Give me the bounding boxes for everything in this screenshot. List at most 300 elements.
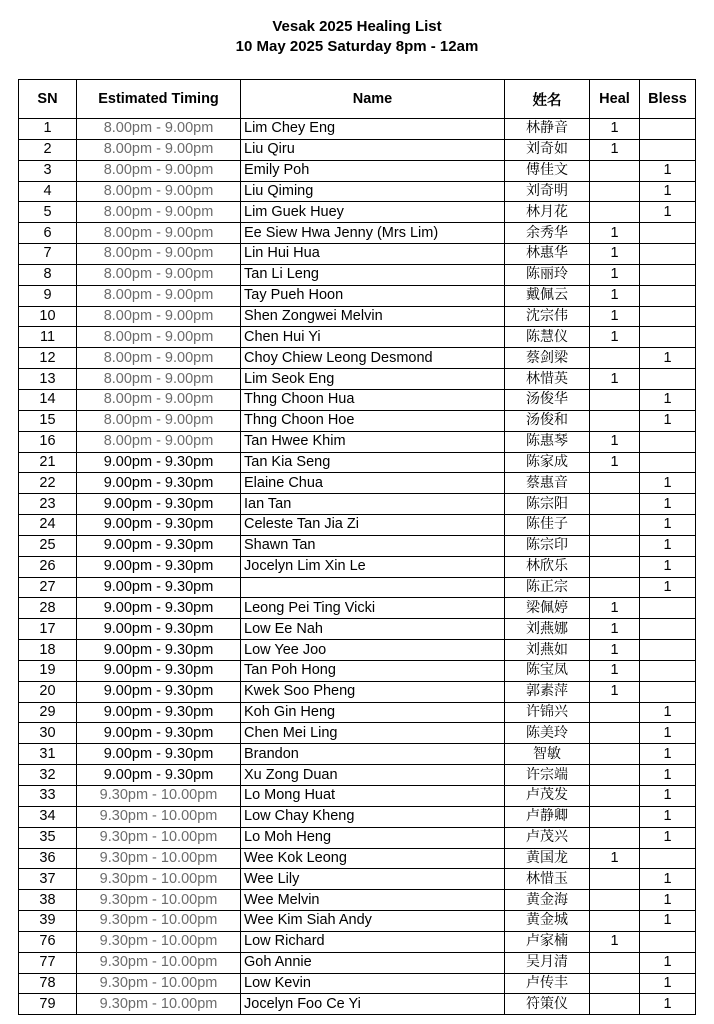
- healing-list-table: [18, 79, 696, 1015]
- cell-chinese-name: 沈宗伟: [505, 306, 590, 327]
- cell-name: Emily Poh: [241, 160, 505, 181]
- cell-timing: 8.00pm - 9.00pm: [77, 181, 241, 202]
- cell-chinese-name: 卢茂发: [505, 786, 590, 807]
- cell-name: Liu Qiru: [241, 139, 505, 160]
- cell-chinese-name: 陈宗印: [505, 535, 590, 556]
- cell-timing: 8.00pm - 9.00pm: [77, 348, 241, 369]
- cell-bless: 1: [640, 494, 696, 515]
- cell-name: Celeste Tan Jia Zi: [241, 515, 505, 536]
- cell-heal: 1: [590, 452, 640, 473]
- cell-bless: [640, 452, 696, 473]
- cell-bless: 1: [640, 202, 696, 223]
- cell-heal: [590, 181, 640, 202]
- table-row: [19, 223, 696, 244]
- cell-sn: 30: [19, 723, 77, 744]
- cell-name: Lo Moh Heng: [241, 827, 505, 848]
- cell-heal: [590, 702, 640, 723]
- cell-chinese-name: 蔡惠音: [505, 473, 590, 494]
- table-row: [19, 640, 696, 661]
- cell-timing: 9.00pm - 9.30pm: [77, 556, 241, 577]
- cell-name: Chen Mei Ling: [241, 723, 505, 744]
- cell-bless: 1: [640, 473, 696, 494]
- table-row: [19, 598, 696, 619]
- cell-chinese-name: 郭素萍: [505, 681, 590, 702]
- cell-name: Kwek Soo Pheng: [241, 681, 505, 702]
- cell-chinese-name: 林静音: [505, 119, 590, 140]
- table-row: [19, 744, 696, 765]
- cell-sn: 7: [19, 244, 77, 265]
- cell-name: Low Yee Joo: [241, 640, 505, 661]
- cell-name: Lim Guek Huey: [241, 202, 505, 223]
- cell-timing: 8.00pm - 9.00pm: [77, 119, 241, 140]
- column-header-heal: Heal: [590, 80, 640, 119]
- column-header-chinese-name: 姓名: [505, 80, 590, 119]
- cell-timing: 9.30pm - 10.00pm: [77, 869, 241, 890]
- cell-chinese-name: 余秀华: [505, 223, 590, 244]
- cell-name: Thng Choon Hoe: [241, 410, 505, 431]
- table-row: [19, 765, 696, 786]
- cell-sn: 14: [19, 389, 77, 410]
- cell-chinese-name: 陈正宗: [505, 577, 590, 598]
- cell-name: Lim Seok Eng: [241, 369, 505, 390]
- cell-sn: 26: [19, 556, 77, 577]
- cell-timing: 8.00pm - 9.00pm: [77, 431, 241, 452]
- cell-bless: [640, 619, 696, 640]
- cell-bless: 1: [640, 890, 696, 911]
- cell-chinese-name: 刘燕娜: [505, 619, 590, 640]
- cell-bless: 1: [640, 911, 696, 932]
- cell-name: Brandon: [241, 744, 505, 765]
- cell-bless: 1: [640, 723, 696, 744]
- cell-heal: [590, 911, 640, 932]
- cell-chinese-name: 许宗端: [505, 765, 590, 786]
- cell-name: Tan Poh Hong: [241, 660, 505, 681]
- cell-chinese-name: 卢传丰: [505, 973, 590, 994]
- cell-chinese-name: 陈宗阳: [505, 494, 590, 515]
- cell-bless: [640, 848, 696, 869]
- cell-heal: [590, 786, 640, 807]
- cell-heal: [590, 994, 640, 1015]
- cell-heal: 1: [590, 598, 640, 619]
- table-row: [19, 681, 696, 702]
- cell-sn: 2: [19, 139, 77, 160]
- cell-bless: 1: [640, 994, 696, 1015]
- cell-sn: 37: [19, 869, 77, 890]
- cell-name: Thng Choon Hua: [241, 389, 505, 410]
- table-row: [19, 181, 696, 202]
- cell-name: Wee Melvin: [241, 890, 505, 911]
- cell-chinese-name: 陈惠琴: [505, 431, 590, 452]
- cell-bless: 1: [640, 702, 696, 723]
- table-header-row: [19, 80, 696, 119]
- cell-sn: 19: [19, 660, 77, 681]
- cell-name: Choy Chiew Leong Desmond: [241, 348, 505, 369]
- cell-heal: 1: [590, 431, 640, 452]
- cell-heal: [590, 494, 640, 515]
- table-row: [19, 786, 696, 807]
- cell-bless: 1: [640, 744, 696, 765]
- table-row: [19, 890, 696, 911]
- page-subtitle: 10 May 2025 Saturday 8pm - 12am: [235, 38, 479, 55]
- cell-name: Liu Qiming: [241, 181, 505, 202]
- column-header-timing: Estimated Timing: [77, 80, 241, 119]
- cell-name: Lin Hui Hua: [241, 244, 505, 265]
- cell-chinese-name: 林惜英: [505, 369, 590, 390]
- cell-name: Wee Lily: [241, 869, 505, 890]
- cell-sn: 21: [19, 452, 77, 473]
- table-row: [19, 327, 696, 348]
- table-row: [19, 410, 696, 431]
- cell-heal: 1: [590, 660, 640, 681]
- cell-name: Tan Hwee Khim: [241, 431, 505, 452]
- cell-sn: 5: [19, 202, 77, 223]
- cell-bless: [640, 431, 696, 452]
- cell-heal: 1: [590, 119, 640, 140]
- cell-timing: 9.30pm - 10.00pm: [77, 911, 241, 932]
- cell-sn: 15: [19, 410, 77, 431]
- table-row: [19, 806, 696, 827]
- cell-heal: 1: [590, 244, 640, 265]
- cell-chinese-name: 汤俊华: [505, 389, 590, 410]
- table-row: [19, 994, 696, 1015]
- cell-heal: 1: [590, 139, 640, 160]
- cell-timing: 9.00pm - 9.30pm: [77, 452, 241, 473]
- table-row: [19, 931, 696, 952]
- table-row: [19, 119, 696, 140]
- cell-timing: 9.30pm - 10.00pm: [77, 806, 241, 827]
- cell-heal: [590, 389, 640, 410]
- cell-sn: 6: [19, 223, 77, 244]
- cell-timing: 9.00pm - 9.30pm: [77, 744, 241, 765]
- cell-sn: 32: [19, 765, 77, 786]
- table-row: [19, 348, 696, 369]
- cell-timing: 9.00pm - 9.30pm: [77, 577, 241, 598]
- cell-chinese-name: 卢静卿: [505, 806, 590, 827]
- cell-timing: 8.00pm - 9.00pm: [77, 264, 241, 285]
- table-row: [19, 473, 696, 494]
- cell-heal: 1: [590, 327, 640, 348]
- cell-name: Low Ee Nah: [241, 619, 505, 640]
- cell-chinese-name: 黄金城: [505, 911, 590, 932]
- cell-name: Jocelyn Foo Ce Yi: [241, 994, 505, 1015]
- cell-sn: 20: [19, 681, 77, 702]
- cell-timing: 9.30pm - 10.00pm: [77, 994, 241, 1015]
- cell-bless: [640, 285, 696, 306]
- cell-chinese-name: 刘奇明: [505, 181, 590, 202]
- cell-name: [241, 577, 505, 598]
- cell-timing: 9.00pm - 9.30pm: [77, 723, 241, 744]
- cell-bless: 1: [640, 410, 696, 431]
- cell-bless: [640, 119, 696, 140]
- cell-sn: 35: [19, 827, 77, 848]
- table-row: [19, 911, 696, 932]
- table-row: [19, 202, 696, 223]
- cell-chinese-name: 傅佳文: [505, 160, 590, 181]
- cell-heal: [590, 973, 640, 994]
- cell-name: Elaine Chua: [241, 473, 505, 494]
- cell-chinese-name: 林惠华: [505, 244, 590, 265]
- cell-heal: [590, 556, 640, 577]
- cell-sn: 3: [19, 160, 77, 181]
- table-row: [19, 869, 696, 890]
- table-row: [19, 264, 696, 285]
- cell-heal: [590, 806, 640, 827]
- table-row: [19, 827, 696, 848]
- cell-heal: 1: [590, 681, 640, 702]
- cell-timing: 8.00pm - 9.00pm: [77, 223, 241, 244]
- table-row: [19, 494, 696, 515]
- table-row: [19, 285, 696, 306]
- cell-bless: 1: [640, 786, 696, 807]
- cell-bless: [640, 306, 696, 327]
- cell-bless: 1: [640, 869, 696, 890]
- cell-name: Ian Tan: [241, 494, 505, 515]
- table-row: [19, 369, 696, 390]
- cell-timing: 9.30pm - 10.00pm: [77, 931, 241, 952]
- cell-timing: 9.00pm - 9.30pm: [77, 535, 241, 556]
- cell-heal: 1: [590, 848, 640, 869]
- cell-bless: [640, 660, 696, 681]
- cell-name: Ee Siew Hwa Jenny (Mrs Lim): [241, 223, 505, 244]
- page-title: Vesak 2025 Healing List: [272, 18, 442, 35]
- cell-sn: 18: [19, 640, 77, 661]
- cell-bless: 1: [640, 973, 696, 994]
- table-row: [19, 952, 696, 973]
- cell-timing: 8.00pm - 9.00pm: [77, 285, 241, 306]
- cell-chinese-name: 许锦兴: [505, 702, 590, 723]
- cell-heal: [590, 410, 640, 431]
- cell-timing: 8.00pm - 9.00pm: [77, 327, 241, 348]
- cell-heal: [590, 869, 640, 890]
- cell-chinese-name: 吴月清: [505, 952, 590, 973]
- cell-chinese-name: 林月花: [505, 202, 590, 223]
- table-row: [19, 660, 696, 681]
- cell-sn: 27: [19, 577, 77, 598]
- cell-heal: [590, 535, 640, 556]
- cell-heal: 1: [590, 369, 640, 390]
- cell-name: Tay Pueh Hoon: [241, 285, 505, 306]
- cell-timing: 9.30pm - 10.00pm: [77, 973, 241, 994]
- cell-chinese-name: 陈美玲: [505, 723, 590, 744]
- cell-sn: 16: [19, 431, 77, 452]
- cell-heal: [590, 577, 640, 598]
- cell-heal: 1: [590, 619, 640, 640]
- cell-name: Shen Zongwei Melvin: [241, 306, 505, 327]
- cell-sn: 24: [19, 515, 77, 536]
- cell-chinese-name: 刘奇如: [505, 139, 590, 160]
- cell-bless: 1: [640, 389, 696, 410]
- cell-sn: 8: [19, 264, 77, 285]
- cell-chinese-name: 梁佩婷: [505, 598, 590, 619]
- cell-name: Wee Kok Leong: [241, 848, 505, 869]
- cell-bless: [640, 264, 696, 285]
- cell-heal: [590, 744, 640, 765]
- cell-name: Jocelyn Lim Xin Le: [241, 556, 505, 577]
- table-row: [19, 848, 696, 869]
- cell-chinese-name: 戴佩云: [505, 285, 590, 306]
- cell-name: Goh Annie: [241, 952, 505, 973]
- cell-chinese-name: 黄金海: [505, 890, 590, 911]
- table-row: [19, 702, 696, 723]
- cell-name: Wee Kim Siah Andy: [241, 911, 505, 932]
- cell-bless: 1: [640, 160, 696, 181]
- cell-chinese-name: 蔡剑梁: [505, 348, 590, 369]
- cell-name: Leong Pei Ting Vicki: [241, 598, 505, 619]
- cell-timing: 9.30pm - 10.00pm: [77, 952, 241, 973]
- cell-sn: 9: [19, 285, 77, 306]
- cell-bless: [640, 931, 696, 952]
- cell-chinese-name: 卢茂兴: [505, 827, 590, 848]
- cell-heal: [590, 515, 640, 536]
- cell-timing: 8.00pm - 9.00pm: [77, 306, 241, 327]
- cell-heal: [590, 723, 640, 744]
- table-row: [19, 389, 696, 410]
- cell-bless: [640, 640, 696, 661]
- table-row: [19, 723, 696, 744]
- table-row: [19, 431, 696, 452]
- cell-sn: 17: [19, 619, 77, 640]
- cell-heal: 1: [590, 264, 640, 285]
- cell-timing: 9.00pm - 9.30pm: [77, 681, 241, 702]
- cell-bless: 1: [640, 181, 696, 202]
- cell-bless: 1: [640, 535, 696, 556]
- cell-timing: 9.30pm - 10.00pm: [77, 786, 241, 807]
- cell-heal: 1: [590, 931, 640, 952]
- cell-sn: 28: [19, 598, 77, 619]
- cell-heal: [590, 890, 640, 911]
- cell-name: Low Chay Kheng: [241, 806, 505, 827]
- cell-heal: 1: [590, 285, 640, 306]
- cell-bless: [640, 369, 696, 390]
- cell-timing: 9.30pm - 10.00pm: [77, 827, 241, 848]
- cell-timing: 8.00pm - 9.00pm: [77, 139, 241, 160]
- cell-sn: 78: [19, 973, 77, 994]
- table-row: [19, 139, 696, 160]
- cell-chinese-name: 汤俊和: [505, 410, 590, 431]
- cell-timing: 9.00pm - 9.30pm: [77, 765, 241, 786]
- cell-sn: 25: [19, 535, 77, 556]
- cell-chinese-name: 卢家楠: [505, 931, 590, 952]
- cell-chinese-name: 陈慧仪: [505, 327, 590, 348]
- cell-bless: 1: [640, 515, 696, 536]
- cell-name: Lim Chey Eng: [241, 119, 505, 140]
- table-row: [19, 452, 696, 473]
- cell-name: Lo Mong Huat: [241, 786, 505, 807]
- cell-timing: 8.00pm - 9.00pm: [77, 160, 241, 181]
- cell-bless: [640, 681, 696, 702]
- cell-name: Low Richard: [241, 931, 505, 952]
- cell-bless: [640, 139, 696, 160]
- cell-timing: 9.00pm - 9.30pm: [77, 494, 241, 515]
- cell-timing: 8.00pm - 9.00pm: [77, 202, 241, 223]
- cell-bless: [640, 223, 696, 244]
- column-header-sn: SN: [19, 80, 77, 119]
- cell-heal: [590, 348, 640, 369]
- cell-heal: 1: [590, 640, 640, 661]
- cell-chinese-name: 陈佳子: [505, 515, 590, 536]
- cell-sn: 10: [19, 306, 77, 327]
- cell-heal: [590, 160, 640, 181]
- cell-chinese-name: 黄国龙: [505, 848, 590, 869]
- cell-sn: 23: [19, 494, 77, 515]
- table-row: [19, 973, 696, 994]
- cell-sn: 76: [19, 931, 77, 952]
- cell-name: Koh Gin Heng: [241, 702, 505, 723]
- column-header-bless: Bless: [640, 80, 696, 119]
- cell-name: Tan Li Leng: [241, 264, 505, 285]
- cell-name: Xu Zong Duan: [241, 765, 505, 786]
- cell-sn: 1: [19, 119, 77, 140]
- cell-sn: 36: [19, 848, 77, 869]
- cell-name: Chen Hui Yi: [241, 327, 505, 348]
- cell-chinese-name: 符策仪: [505, 994, 590, 1015]
- cell-sn: 38: [19, 890, 77, 911]
- cell-bless: [640, 327, 696, 348]
- cell-name: Tan Kia Seng: [241, 452, 505, 473]
- cell-bless: 1: [640, 348, 696, 369]
- cell-sn: 31: [19, 744, 77, 765]
- cell-timing: 9.30pm - 10.00pm: [77, 890, 241, 911]
- cell-chinese-name: 陈丽玲: [505, 264, 590, 285]
- cell-timing: 9.30pm - 10.00pm: [77, 848, 241, 869]
- table-row: [19, 244, 696, 265]
- table-row: [19, 556, 696, 577]
- cell-bless: [640, 598, 696, 619]
- cell-timing: 9.00pm - 9.30pm: [77, 515, 241, 536]
- cell-timing: 9.00pm - 9.30pm: [77, 619, 241, 640]
- cell-sn: 34: [19, 806, 77, 827]
- table-row: [19, 515, 696, 536]
- cell-bless: 1: [640, 577, 696, 598]
- cell-heal: 1: [590, 223, 640, 244]
- table-row: [19, 535, 696, 556]
- cell-bless: 1: [640, 952, 696, 973]
- cell-sn: 33: [19, 786, 77, 807]
- cell-heal: 1: [590, 306, 640, 327]
- cell-timing: 8.00pm - 9.00pm: [77, 410, 241, 431]
- column-header-name: Name: [241, 80, 505, 119]
- cell-sn: 12: [19, 348, 77, 369]
- cell-timing: 8.00pm - 9.00pm: [77, 389, 241, 410]
- cell-timing: 9.00pm - 9.30pm: [77, 598, 241, 619]
- cell-sn: 4: [19, 181, 77, 202]
- cell-chinese-name: 智敏: [505, 744, 590, 765]
- cell-sn: 22: [19, 473, 77, 494]
- cell-timing: 9.00pm - 9.30pm: [77, 660, 241, 681]
- table-row: [19, 577, 696, 598]
- cell-heal: [590, 827, 640, 848]
- cell-timing: 9.00pm - 9.30pm: [77, 640, 241, 661]
- cell-timing: 8.00pm - 9.00pm: [77, 369, 241, 390]
- cell-sn: 77: [19, 952, 77, 973]
- cell-bless: 1: [640, 765, 696, 786]
- table-row: [19, 306, 696, 327]
- table-body: [19, 119, 696, 1015]
- cell-sn: 13: [19, 369, 77, 390]
- cell-chinese-name: 陈家成: [505, 452, 590, 473]
- cell-heal: [590, 952, 640, 973]
- cell-sn: 29: [19, 702, 77, 723]
- cell-name: Shawn Tan: [241, 535, 505, 556]
- cell-timing: 9.00pm - 9.30pm: [77, 473, 241, 494]
- cell-timing: 8.00pm - 9.00pm: [77, 244, 241, 265]
- table-row: [19, 160, 696, 181]
- cell-chinese-name: 陈宝凤: [505, 660, 590, 681]
- cell-timing: 9.00pm - 9.30pm: [77, 702, 241, 723]
- cell-bless: 1: [640, 827, 696, 848]
- cell-sn: 39: [19, 911, 77, 932]
- cell-chinese-name: 刘燕如: [505, 640, 590, 661]
